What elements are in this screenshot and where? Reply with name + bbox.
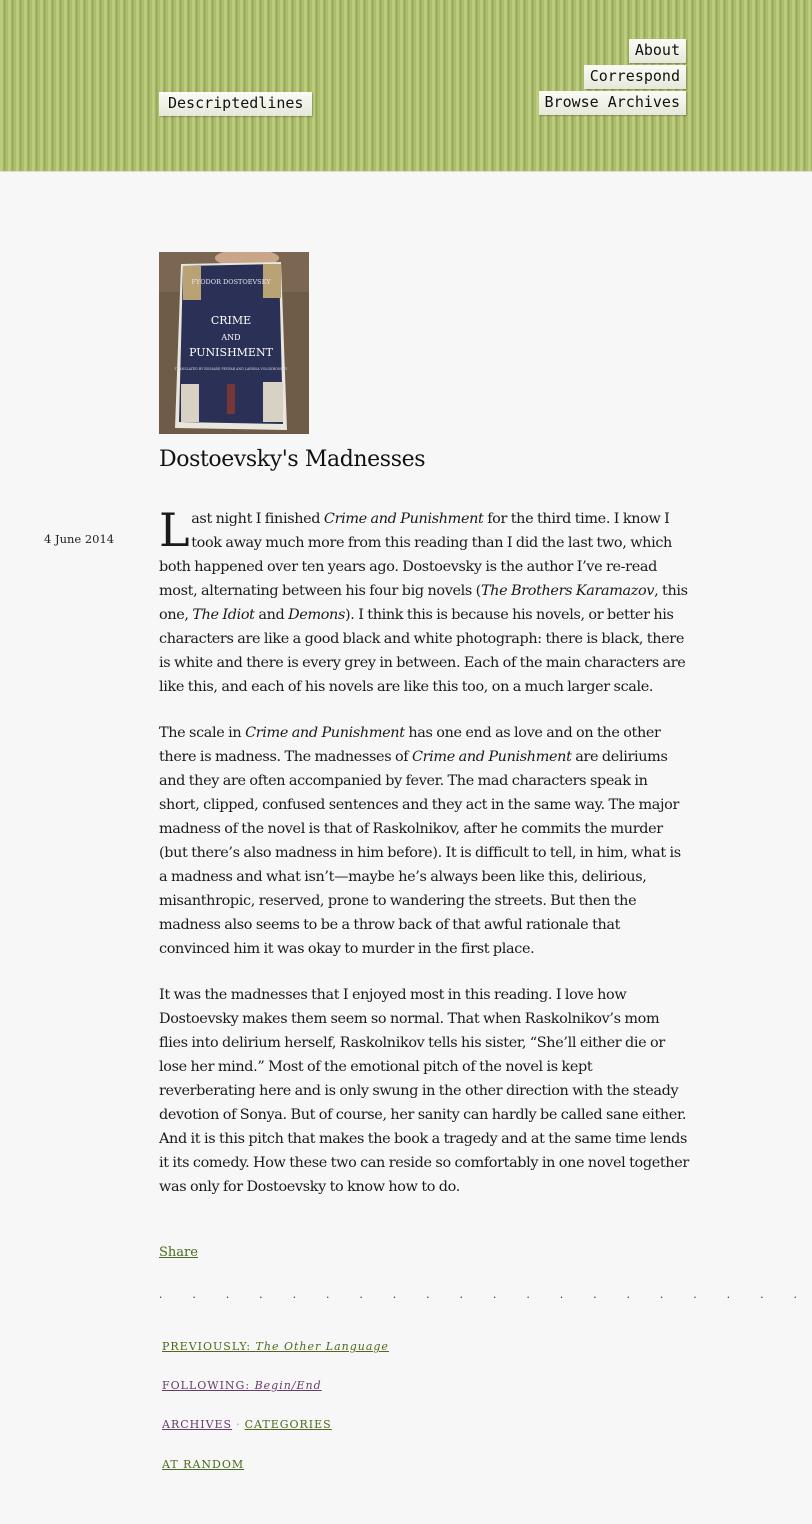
random-post-link[interactable]: AT RANDOM [162, 1458, 245, 1471]
following-label: FOLLOWING: [162, 1379, 251, 1392]
book-title-emphasis: Crime and Punishment [323, 511, 484, 527]
nav-browse-archives-link[interactable]: Browse Archives [539, 91, 686, 115]
random-post-nav [162, 1458, 244, 1472]
cover-translator-text: TRANSLATED BY RICHARD PEVEAR AND LARISSA VOLOKHONSKY [174, 367, 288, 371]
book-title-emphasis: The Idiot [192, 607, 255, 623]
cover-title-line1: CRIME [210, 314, 252, 327]
book-cover-illustration [159, 252, 309, 434]
post-paragraph: It was the madnesses that I enjoyed most in this reading. I love how Dostoevsky makes them seem so normal. That when Raskolnikov’s mom flies into delirium herself, Raskolnikov tells his sister, “She’ll either die or lose her mind.” Most of the emotional pitch of the novel is kept reverberating here and is only swung in the other direction with the steady devotion of Sonya. But of course, her sanity can hardly be called sane either. And it is this pitch that makes the book a tragedy and at the same time lends it its comedy. How these two can reside so comfortably in one novel together was only for Dostoevsky to know how to do. [159, 987, 689, 1195]
book-title-emphasis: Demons [288, 607, 346, 623]
nav-correspond-link[interactable]: Correspond [584, 65, 686, 89]
cover-title-line2: AND [221, 333, 241, 342]
nav-about-link[interactable]: About [629, 39, 686, 63]
post-paragraph: The scale in Crime and Punishment has one end as love and on the other there is madness. The madnesses of Crime and Punishment are deliriums and they are often accompanied by fever. The mad characters speak in short, clipped, confused sentences and they act in the same way. The major madness of the novel is that of Raskolnikov, after he commits the murder (but there’s also madness in him before). It is difficult to tell, in him, what is a madness and what isn’t—maybe he’s always been like this, delirious, misanthropic, reserved, prone to wandering the streets. But then the madness also seems to be a throw back of that awful rationale that convinced him it was okay to murder in the first place. [159, 725, 681, 957]
book-title-emphasis: Crime and Punishment [245, 725, 405, 741]
section-divider-dots: · · · · · · · · · · · · · · · · · · · · [159, 1291, 811, 1304]
book-title-emphasis: Crime and Punishment [411, 749, 572, 765]
following-title: Begin/End [254, 1379, 322, 1392]
book-title-emphasis: The Brothers Karamazov [480, 583, 655, 599]
previous-post-link[interactable] [162, 1340, 389, 1353]
post-date: 4 June 2014 [44, 532, 115, 546]
categories-link[interactable]: CATEGORIES [244, 1418, 332, 1431]
drop-cap: L [159, 503, 190, 557]
post-body [159, 503, 689, 1221]
cover-title-line3: PUNISHMENT [189, 346, 273, 359]
previous-label: PREVIOUSLY: [162, 1340, 252, 1353]
previous-title: The Other Language [255, 1340, 389, 1353]
book-cover-image [159, 252, 309, 434]
share-link[interactable]: Share [159, 1245, 198, 1260]
cover-author-text: FYODOR DOSTOEVSKY [191, 278, 271, 286]
archives-categories-nav [162, 1418, 332, 1432]
site-title-link[interactable]: Descriptedlines [159, 92, 312, 116]
previous-post-nav [162, 1340, 389, 1354]
post-paragraph: Last night I finished Crime and Punishment for the third time. I know I took away much more from this reading than I did the last two, which both happened over ten years ago. Dostoevsky is the author I’ve re-read most, alternating between his four big novels (The Brothers Karamazov, this one, The Idiot and Demons). I think this is because his novels, or better his characters are like a good black and white photograph: there is black, there is white and there is every grey in between. Each of the main characters are like this, and each of his novels are like this too, on a much larger scale. [159, 503, 688, 695]
site-header [0, 0, 812, 172]
following-post-nav [162, 1379, 322, 1393]
following-post-link[interactable] [162, 1379, 322, 1392]
nav-separator: · [236, 1418, 241, 1431]
post-title: Dostoevsky's Madnesses [159, 447, 426, 472]
archives-link[interactable]: ARCHIVES [162, 1418, 233, 1431]
